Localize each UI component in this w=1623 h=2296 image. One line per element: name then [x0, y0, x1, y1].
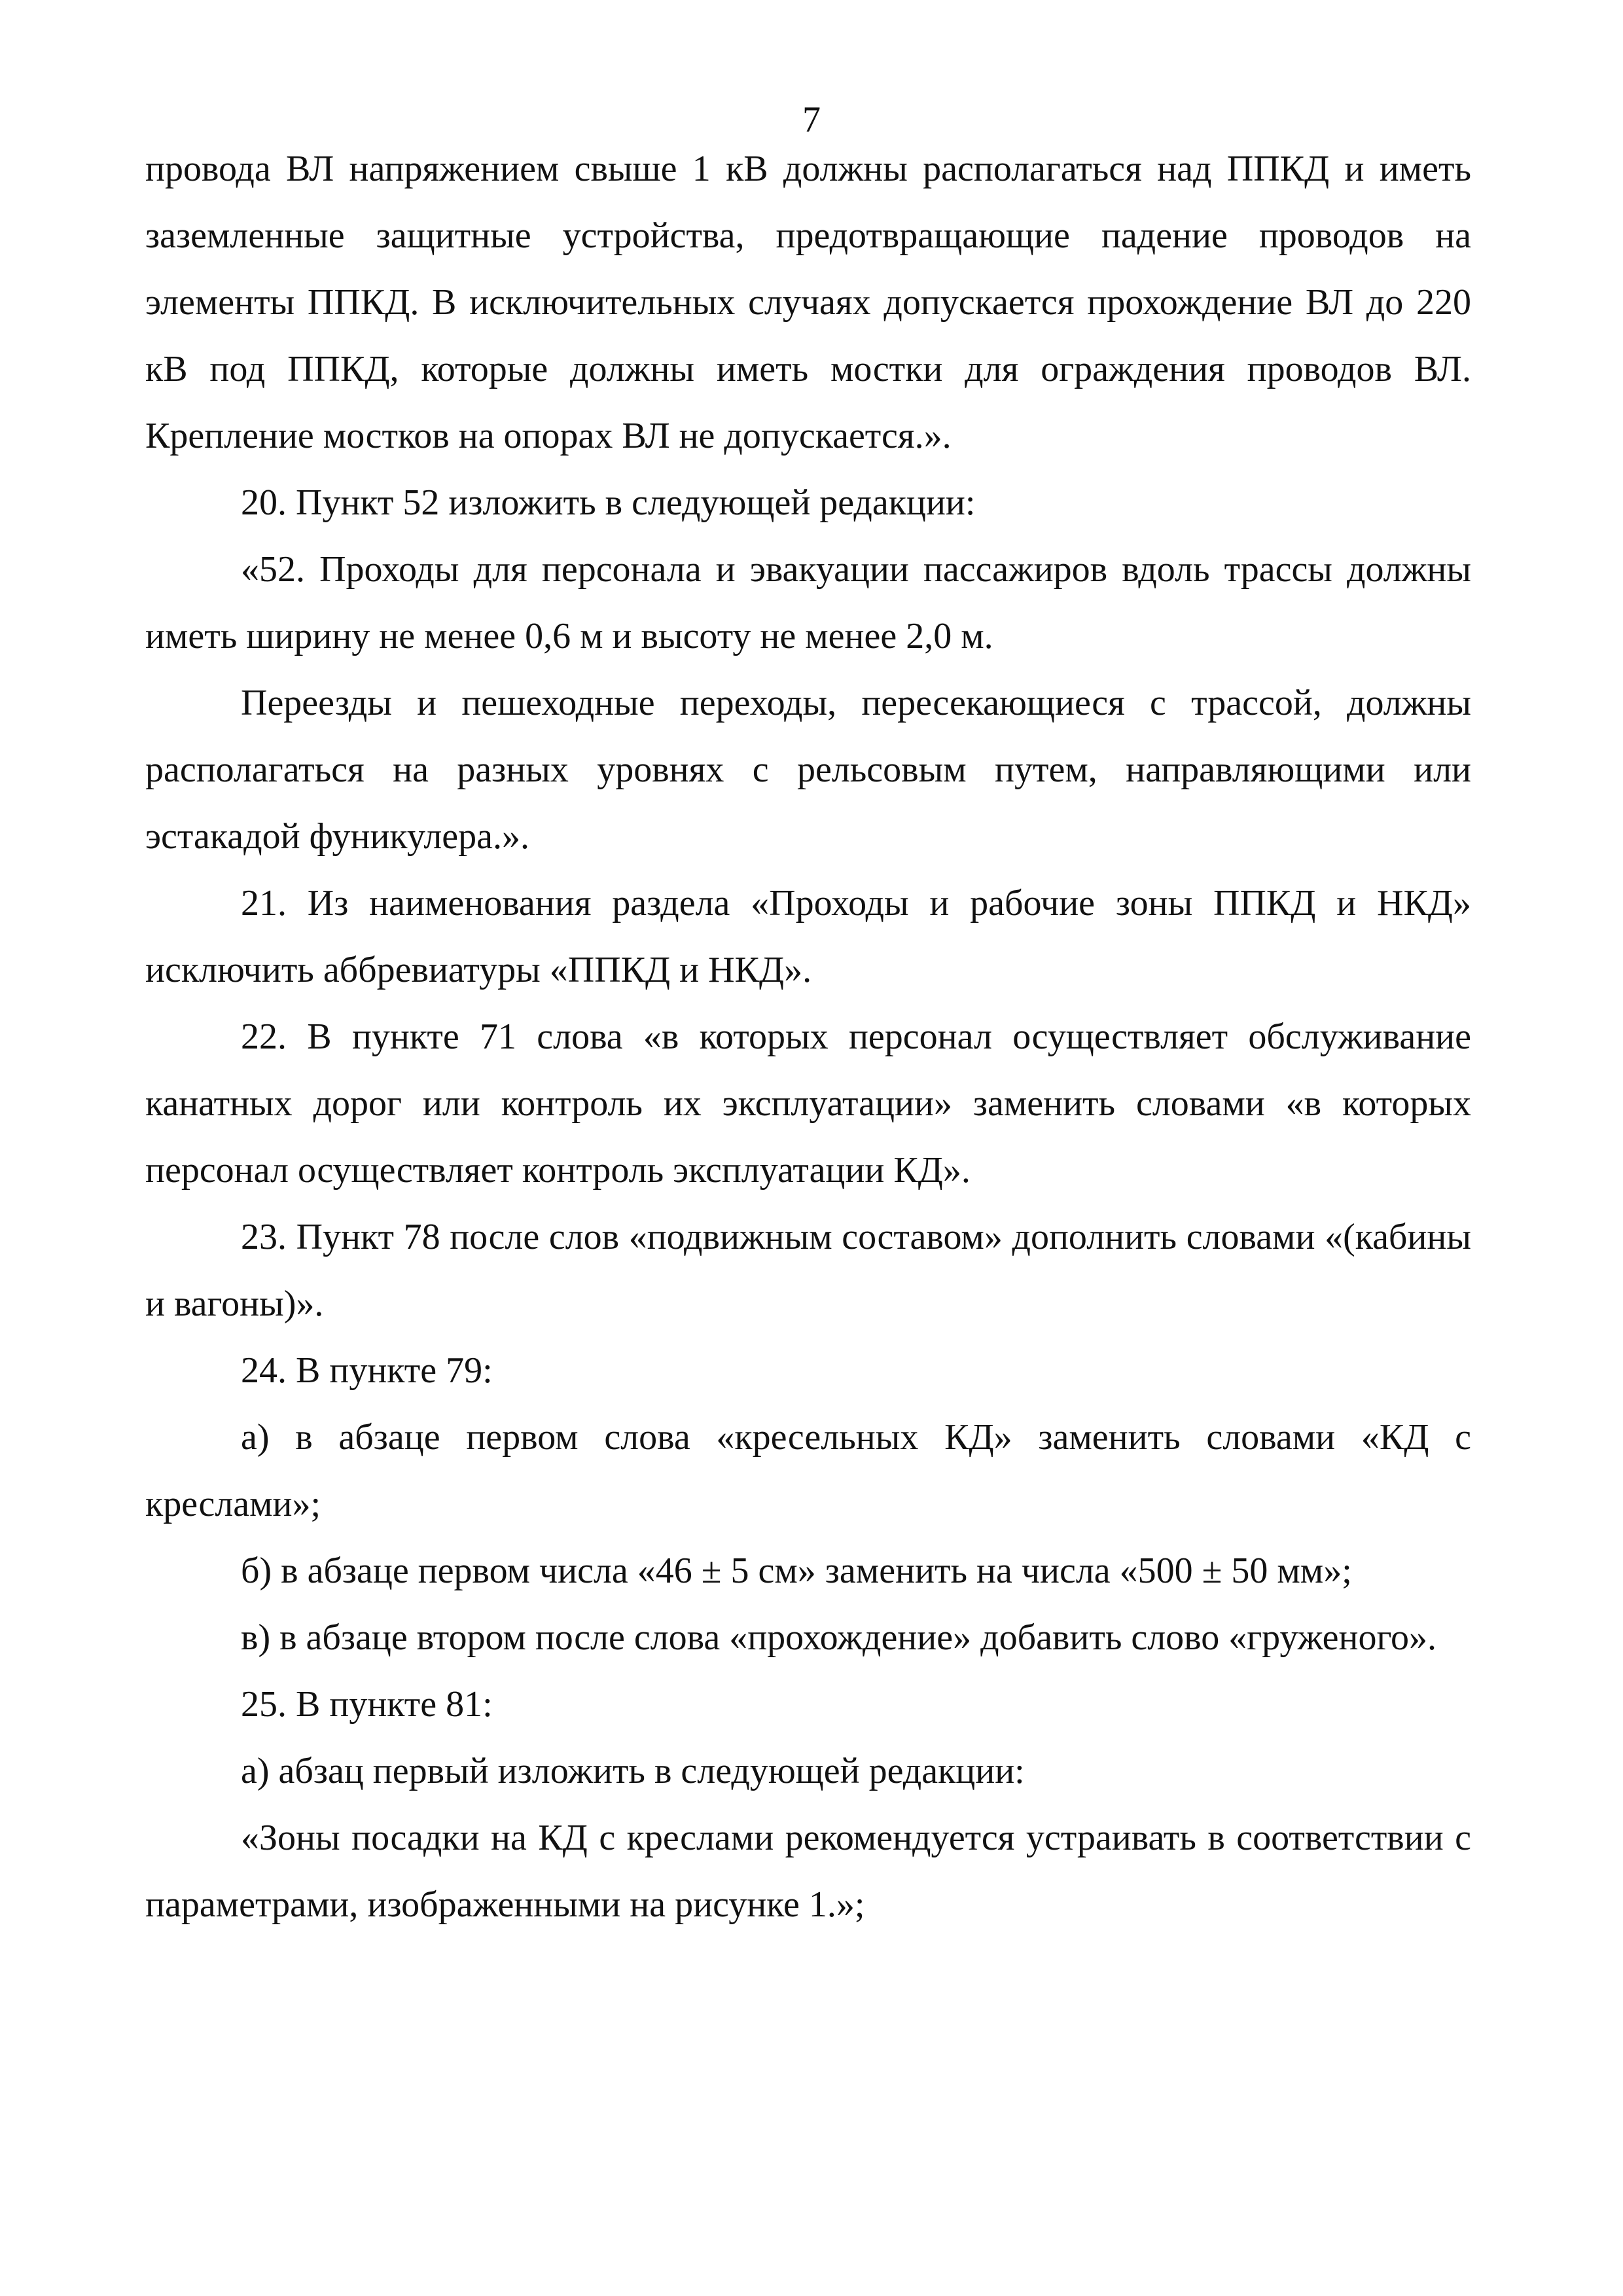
paragraph-item-22: 22. В пункте 71 слова «в которых персонал осуществляет обслуживание канатных дорог или контроль их эксплуатации» заменить словами «в которых персонал осуществляет контроль эксплуатации КД».	[145, 1016, 1471, 1191]
paragraph-item-24: 24. В пункте 79:	[241, 1350, 493, 1391]
paragraph-item-25-a-quote: «Зоны посадки на КД с креслами рекомендуется устраивать в соответствии с параметрами, изображенными на рисунке 1.»;	[145, 1818, 1471, 1925]
page-number: 7	[802, 99, 821, 140]
paragraph-continuation: провода ВЛ напряжением свыше 1 кВ должны располагаться над ППКД и иметь заземленные защитные устройства, предотвращающие падение проводов на элементы ППКД. В исключительных случаях допускается прохождение ВЛ до 220 кВ под ППКД, которые должны иметь мостки для ограждения проводов ВЛ. Крепление мостков на опорах ВЛ не допускается.».	[145, 149, 1471, 456]
paragraph-item-24-b: б) в абзаце первом числа «46 ± 5 см» заменить на числа «500 ± 50 мм»;	[241, 1551, 1352, 1591]
document-body	[145, 135, 1471, 1938]
paragraph-item-20-quote-2: Переезды и пешеходные переходы, пересекающиеся с трассой, должны располагаться на разных уровнях с рельсовым путем, направляющими или эстакадой фуникулера.».	[145, 683, 1471, 857]
paragraph-item-25: 25. В пункте 81:	[241, 1684, 493, 1725]
paragraph-item-25-a: а) абзац первый изложить в следующей редакции:	[241, 1751, 1025, 1791]
paragraph-item-20: 20. Пункт 52 изложить в следующей редакции:	[241, 482, 976, 523]
paragraph-item-20-quote-1: «52. Проходы для персонала и эвакуации пассажиров вдоль трассы должны иметь ширину не менее 0,6 м и высоту не менее 2,0 м.	[145, 549, 1471, 656]
paragraph-item-23: 23. Пункт 78 после слов «подвижным составом» дополнить словами «(кабины и вагоны)».	[145, 1217, 1471, 1324]
paragraph-item-24-c: в) в абзаце втором после слова «прохождение» добавить слово «груженого».	[241, 1617, 1437, 1658]
paragraph-item-21: 21. Из наименования раздела «Проходы и рабочие зоны ППКД и НКД» исключить аббревиатуры «ППКД и НКД».	[145, 883, 1471, 990]
paragraph-item-24-a: а) в абзаце первом слова «кресельных КД» заменить словами «КД с креслами»;	[145, 1417, 1471, 1524]
